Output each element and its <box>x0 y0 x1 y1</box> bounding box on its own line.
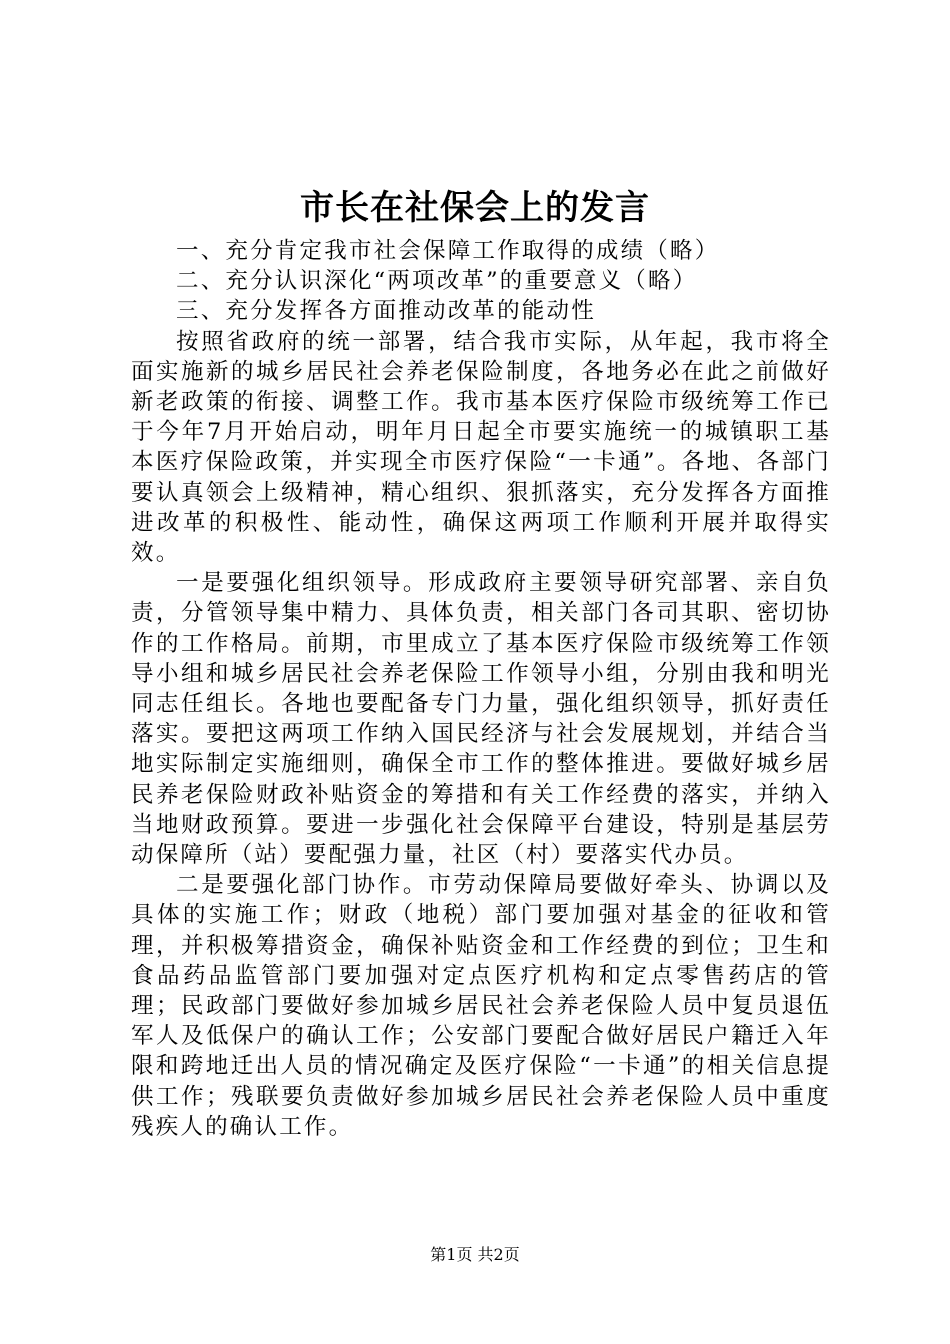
body-paragraph: 一是要强化组织领导。形成政府主要领导研究部署、亲自负责，分管领导集中精力、具体负责，相关部门各司其职、密切协作的工作格局。前期，市里成立了基本医疗保险市级统筹工作领导小组和城乡居民社会养老保险工作领导小组，分别由我和明光同志任组长。各地也要配备专门力量，强化组织领导，抓好责任落实。要把这两项工作纳入国民经济与社会发展规划，并结合当地实际制定实施细则，确保全市工作的整体推进。要做好城乡居民养老保险财政补贴资金的筹措和有关工作经费的落实，并纳入当地财政预算。要进一步强化社会保障平台建设，特别是基层劳动保障所（站）要配强力量，社区（村）要落实代办员。 <box>131 570 831 869</box>
body-paragraph: 二是要强化部门协作。市劳动保障局要做好牵头、协调以及具体的实施工作；财政（地税）部门要加强对基金的征收和管理，并积极筹措资金，确保补贴资金和工作经费的到位；卫生和食品药品监管部门要加强对定点医疗机构和定点零售药店的管理；民政部门要做好参加城乡居民社会养老保险人员中复员退伍军人及低保户的确认工作；公安部门要配合做好居民户籍迁入年限和跨地迁出人员的情况确定及医疗保险“一卡通”的相关信息提供工作；残联要负责做好参加城乡居民社会养老保险人员中重度残疾人的确认工作。 <box>131 872 831 1140</box>
document-body <box>131 236 831 1142</box>
page-number-footer: 第1页 共2页 <box>430 1245 520 1264</box>
document-title: 市长在社保会上的发言 <box>300 188 650 228</box>
section-heading-3: 三、充分发挥各方面推动改革的能动性 <box>176 298 596 325</box>
section-heading-1: 一、充分肯定我市社会保障工作取得的成绩（略） <box>176 238 720 264</box>
section-heading-2: 二、充分认识深化“两项改革”的重要意义（略） <box>176 268 698 295</box>
body-paragraph: 按照省政府的统一部署，结合我市实际，从年起，我市将全面实施新的城乡居民社会养老保险制度，各地务必在此之前做好新老政策的衔接、调整工作。我市基本医疗保险市级统筹工作已于今年7月开始启动，明年月日起全市要实施统一的城镇职工基本医疗保险政策，并实现全市医疗保险“一卡通”。各地、各部门要认真领会上级精神，精心组织、狠抓落实，充分发挥各方面推进改革的积极性、能动性，确保这两项工作顺利开展并取得实效。 <box>131 328 831 567</box>
